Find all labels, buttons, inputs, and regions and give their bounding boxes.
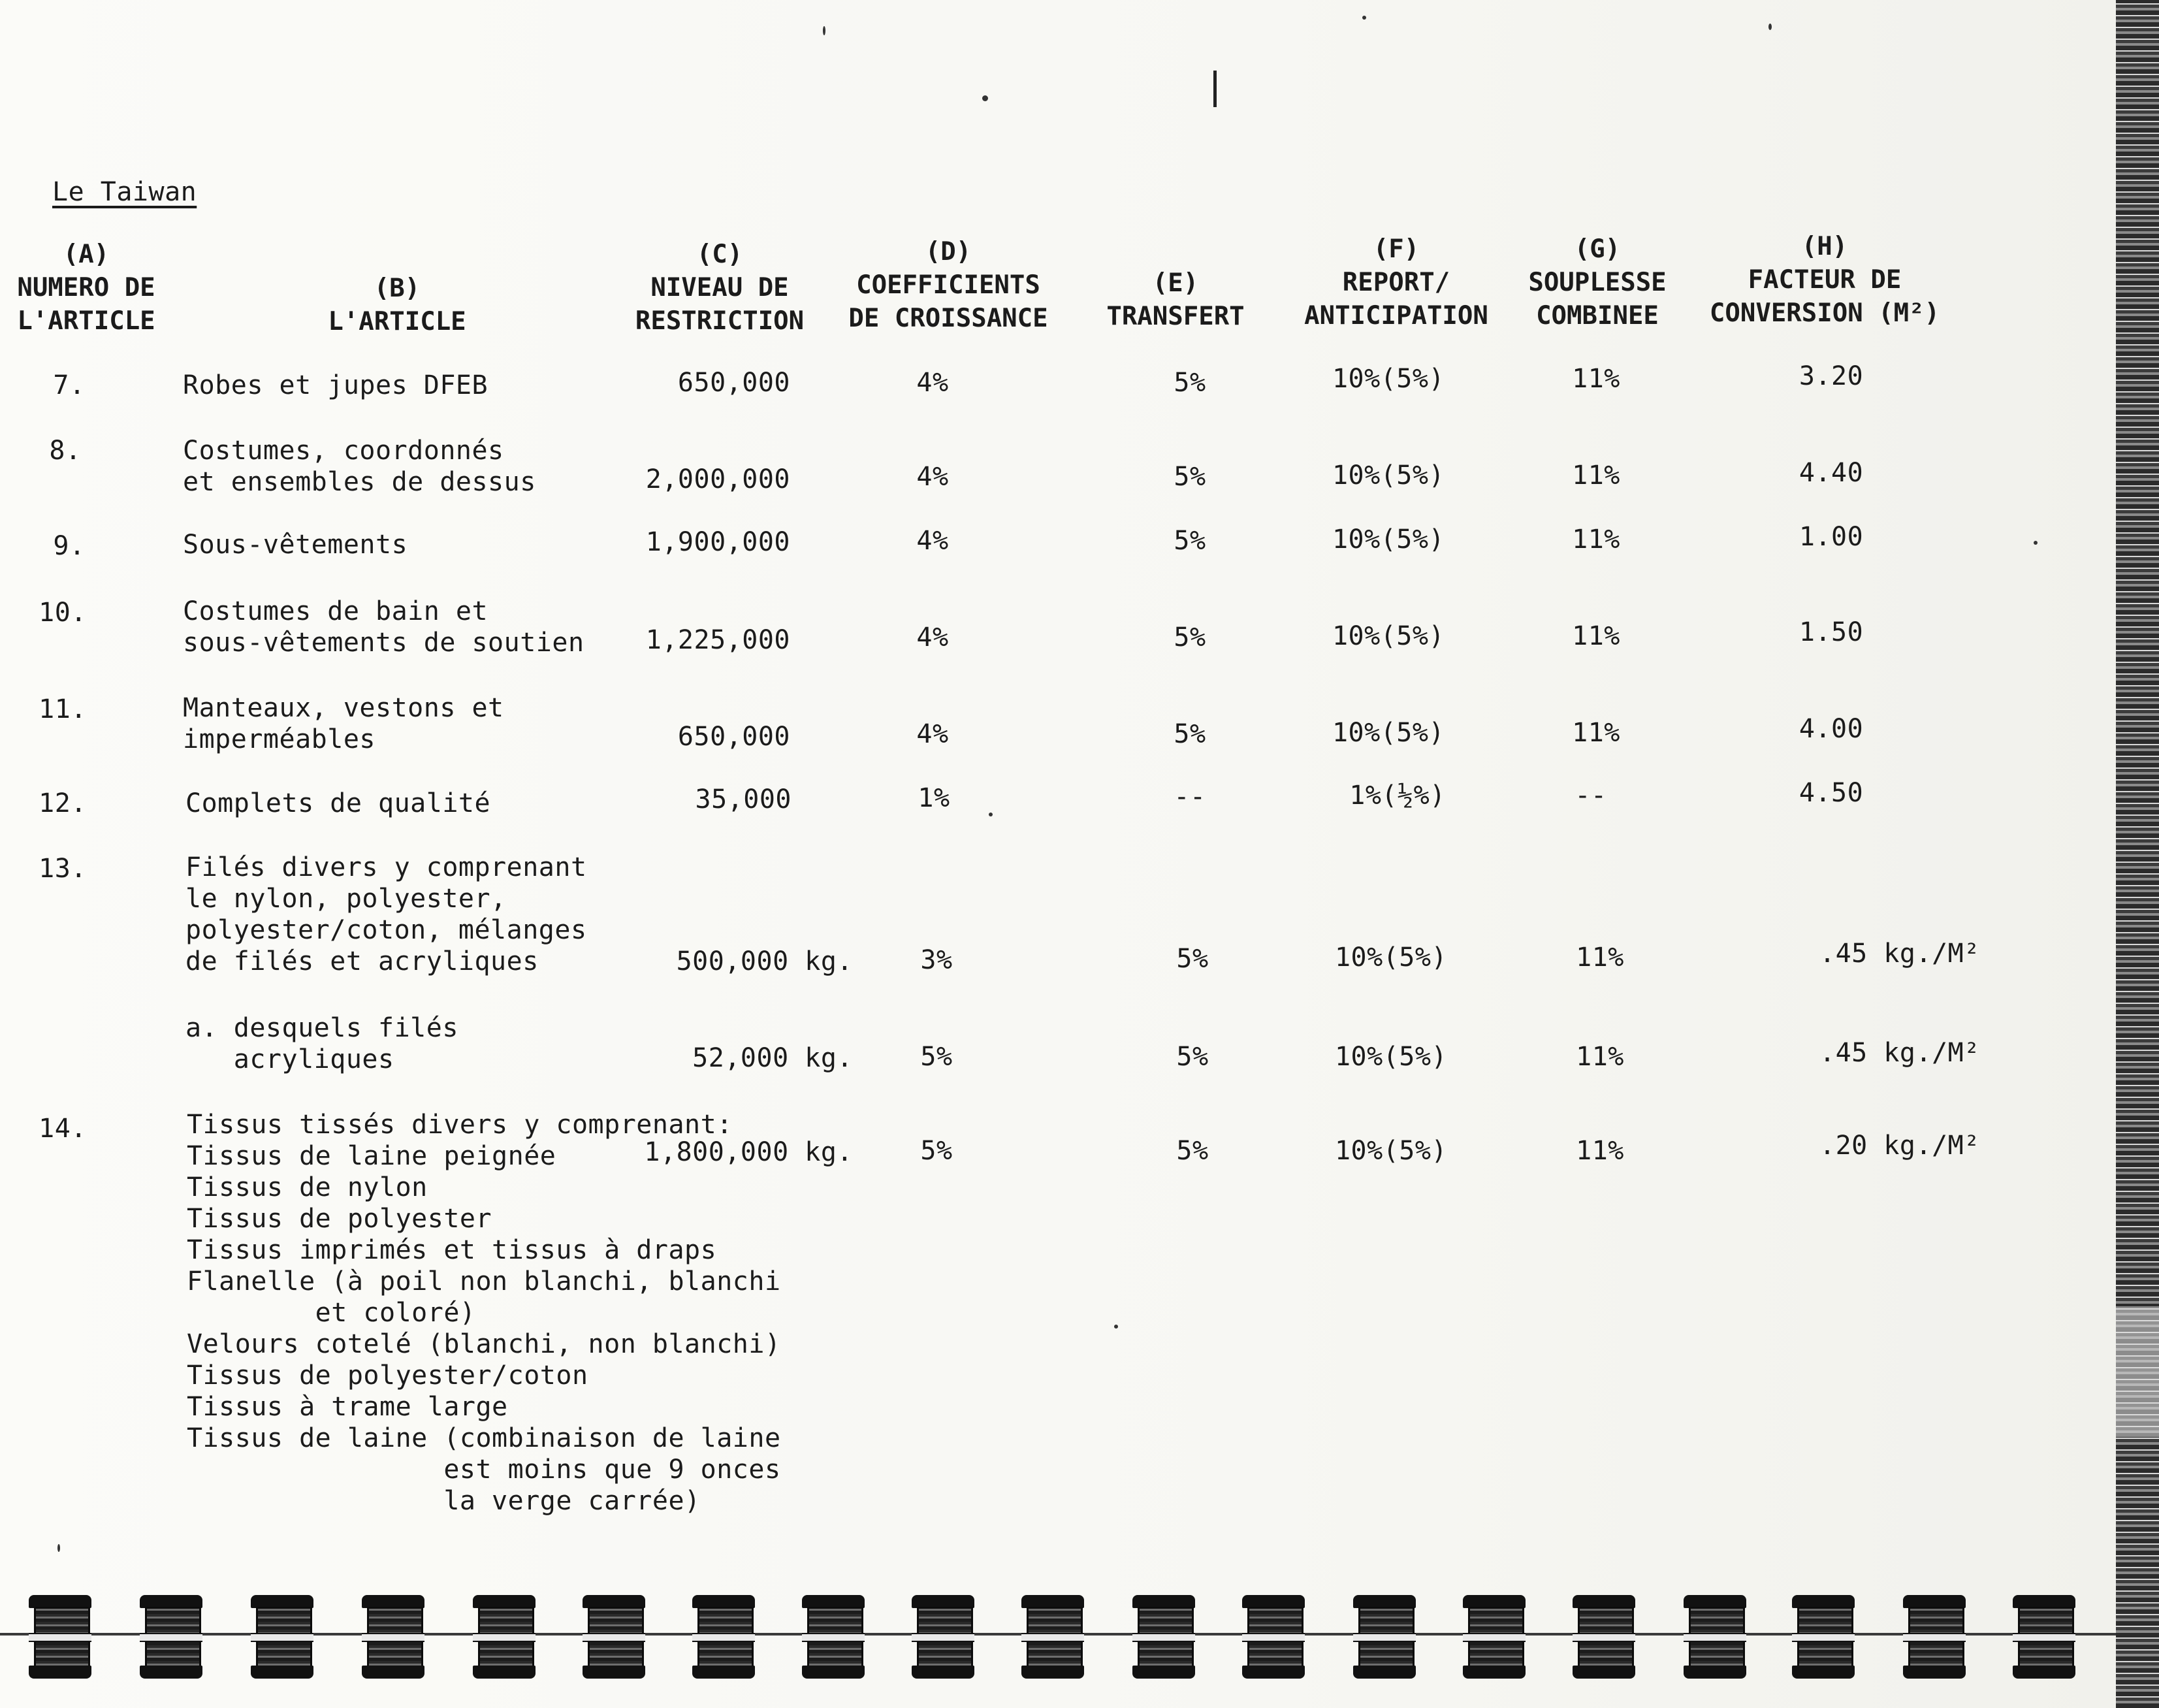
header-d-coefficients: (D) COEFFICIENTS DE CROISSANCE	[848, 237, 1048, 333]
scan-speck	[2034, 541, 2038, 545]
row-14-carry: 10%(5%)	[1334, 1136, 1448, 1166]
row-12-num: 12.	[39, 788, 87, 818]
row-13-transfer: 5%	[1176, 944, 1209, 974]
row-7-flex: 11%	[1572, 364, 1620, 394]
row-11-article: Manteaux, vestons et imperméables	[183, 693, 504, 754]
row-14-flex: 11%	[1576, 1136, 1624, 1166]
header-a-numero: (A) NUMERO DE L'ARTICLE	[17, 240, 155, 336]
row-7-num: 7.	[53, 370, 86, 400]
scan-speck	[982, 95, 988, 101]
row-7-article: Robes et jupes DFEB	[183, 370, 488, 400]
binding-ring	[473, 1595, 536, 1680]
row-13a-factor: .45 kg./M²	[1819, 1038, 1980, 1068]
row-14-article: Tissus tissés divers y comprenant: Tissus de laine peignée Tissus de nylon Tissus de polyester Tissus imprimés et tissus à draps Flanelle (à poil non blanchi, blanchi et coloré) Velours cotelé (blanchi, non blanchi) Tissus de polyester/coton Tissus à trame large Tissus de laine (combinaison de laine est moins que 9 onces la verge carrée)	[187, 1110, 781, 1516]
row-13-level: 500,000 kg.	[676, 946, 853, 976]
row-14-factor: .20 kg./M²	[1819, 1131, 1980, 1161]
row-10-num: 10.	[39, 598, 87, 628]
spiral-binding	[0, 1581, 2116, 1692]
row-13a-flex: 11%	[1576, 1042, 1624, 1072]
scan-mark	[1213, 71, 1217, 107]
row-13-carry: 10%(5%)	[1334, 943, 1448, 973]
row-10-factor: 1.50	[1799, 617, 1864, 647]
row-12-flex: --	[1575, 781, 1607, 811]
binding-ring	[1573, 1595, 1635, 1680]
header-h-facteur: (H) FACTEUR DE CONVERSION (M²)	[1709, 232, 1940, 328]
row-13-num: 13.	[39, 854, 87, 884]
row-13a-article: a. desquels filés acryliques	[185, 1013, 458, 1074]
row-10-transfer: 5%	[1174, 622, 1206, 653]
binding-ring	[1132, 1595, 1195, 1680]
row-13a-transfer: 5%	[1176, 1042, 1209, 1072]
scan-speck	[1362, 16, 1366, 20]
row-8-factor: 4.40	[1799, 458, 1864, 488]
row-10-level: 1,225,000	[645, 625, 790, 655]
header-e-transfert: (E) TRANSFERT	[1106, 268, 1245, 331]
binding-ring	[1903, 1595, 1966, 1680]
row-9-num: 9.	[53, 531, 86, 561]
page-edge-glare	[2116, 1306, 2159, 1437]
row-13-growth: 3%	[920, 945, 953, 975]
row-8-level: 2,000,000	[645, 464, 790, 494]
row-8-num: 8.	[49, 436, 82, 466]
row-9-growth: 4%	[916, 526, 949, 556]
scan-speck	[1768, 24, 1772, 30]
row-12-article: Complets de qualité	[185, 788, 491, 818]
header-f-report: (F) REPORT/ ANTICIPATION	[1304, 234, 1488, 330]
row-14-level: 1,800,000 kg.	[644, 1137, 853, 1167]
header-c-niveau: (C) NIVEAU DE RESTRICTION	[635, 240, 805, 336]
row-9-article: Sous-vêtements	[183, 530, 408, 560]
scan-speck	[1114, 1325, 1118, 1329]
row-8-carry: 10%(5%)	[1332, 460, 1445, 491]
binding-ring	[140, 1595, 202, 1680]
scan-speck	[57, 1544, 60, 1552]
row-9-flex: 11%	[1572, 524, 1620, 555]
row-9-transfer: 5%	[1174, 526, 1206, 556]
scan-speck	[989, 813, 993, 816]
row-10-article: Costumes de bain et sous-vêtements de soutien	[183, 596, 584, 658]
binding-ring	[29, 1595, 91, 1680]
row-8-growth: 4%	[916, 462, 949, 492]
row-14-growth: 5%	[920, 1136, 953, 1166]
binding-ring	[1684, 1595, 1746, 1680]
row-7-carry: 10%(5%)	[1332, 364, 1445, 394]
row-12-factor: 4.50	[1799, 778, 1864, 808]
header-g-souplesse: (G) SOUPLESSE COMBINEE	[1528, 234, 1667, 330]
row-12-level: 35,000	[695, 784, 792, 814]
row-11-flex: 11%	[1572, 718, 1620, 748]
row-14-transfer: 5%	[1176, 1136, 1209, 1166]
row-8-article: Costumes, coordonnés et ensembles de dessus	[183, 436, 536, 497]
binding-ring	[1021, 1595, 1084, 1680]
row-7-level: 650,000	[677, 368, 790, 398]
binding-ring	[2013, 1595, 2075, 1680]
row-13-flex: 11%	[1576, 943, 1624, 973]
row-13-article: Filés divers y comprenant le nylon, polyester, polyester/coton, mélanges de filés et acryliques	[185, 852, 587, 976]
row-11-transfer: 5%	[1174, 719, 1206, 749]
row-8-transfer: 5%	[1174, 462, 1206, 492]
binding-ring	[583, 1595, 645, 1680]
row-14-num: 14.	[39, 1114, 87, 1144]
row-9-level: 1,900,000	[645, 527, 790, 557]
row-10-carry: 10%(5%)	[1332, 621, 1445, 651]
row-11-carry: 10%(5%)	[1332, 718, 1445, 748]
row-11-factor: 4.00	[1799, 714, 1864, 744]
row-10-flex: 11%	[1572, 621, 1620, 651]
row-12-carry: 1%(½%)	[1349, 781, 1446, 811]
row-9-carry: 10%(5%)	[1332, 524, 1445, 555]
binding-ring	[1792, 1595, 1855, 1680]
binding-ring	[802, 1595, 865, 1680]
binding-ring	[912, 1595, 974, 1680]
row-7-growth: 4%	[916, 368, 949, 398]
row-13a-growth: 5%	[920, 1042, 953, 1072]
binding-ring	[1463, 1595, 1526, 1680]
row-11-growth: 4%	[916, 719, 949, 749]
binding-ring	[1242, 1595, 1305, 1680]
row-11-level: 650,000	[677, 722, 790, 752]
binding-ring	[251, 1595, 313, 1680]
binding-ring	[1353, 1595, 1416, 1680]
row-7-transfer: 5%	[1174, 368, 1206, 398]
page-edge	[2116, 0, 2159, 1708]
row-10-growth: 4%	[916, 622, 949, 653]
row-13a-carry: 10%(5%)	[1334, 1042, 1448, 1072]
binding-ring	[692, 1595, 755, 1680]
row-9-factor: 1.00	[1799, 522, 1864, 552]
scan-speck	[823, 26, 825, 35]
row-11-num: 11.	[39, 694, 87, 724]
row-7-factor: 3.20	[1799, 361, 1864, 391]
row-13-factor: .45 kg./M²	[1819, 939, 1980, 969]
binding-ring	[362, 1595, 424, 1680]
row-12-growth: 1%	[918, 783, 950, 813]
row-12-transfer: --	[1174, 782, 1206, 812]
header-b-article: (B) L'ARTICLE	[328, 274, 466, 336]
row-8-flex: 11%	[1572, 460, 1620, 491]
page-title: Le Taiwan	[52, 177, 197, 207]
row-13a-level: 52,000 kg.	[692, 1043, 853, 1073]
